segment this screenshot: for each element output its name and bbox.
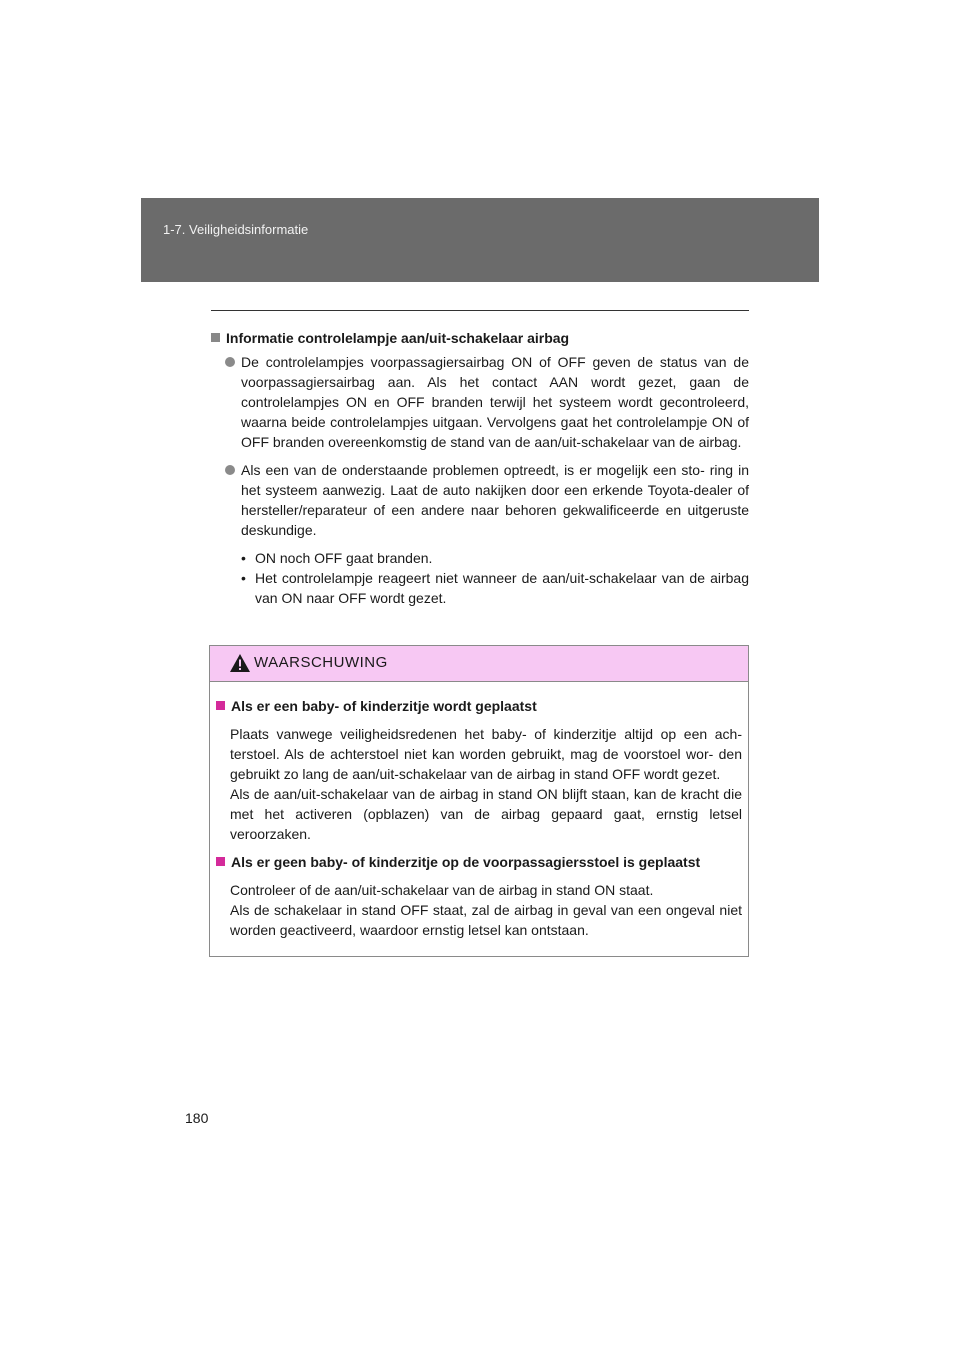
info-bullet-text: Als een van de onderstaande problemen optreedt, is er mogelijk een sto- ring in het systeem aanwezig. Laat de auto nakijken door een erkende Toyota-dealer of hersteller/reparateur of een andere naar behoren gekwalificeerde en uitgeruste deskundige. <box>241 462 749 538</box>
page-number: 180 <box>185 1110 209 1126</box>
warning-subheading <box>216 852 742 872</box>
warning-subheading-text: Als er geen baby- of kinderzitje op de voorpassagiersstoel is geplaatst <box>231 854 701 870</box>
info-section <box>211 328 749 608</box>
info-heading-text: Informatie controlelampje aan/uit-schakelaar airbag <box>226 330 570 346</box>
warning-header <box>210 646 748 682</box>
round-bullet-icon <box>225 465 235 475</box>
warning-paragraph <box>216 724 742 844</box>
warning-subheading-text: Als er een baby- of kinderzitje wordt geplaatst <box>231 698 537 714</box>
info-bullet <box>211 460 749 608</box>
section-title: 1-7. Veiligheidsinformatie <box>163 222 309 237</box>
small-bullet-icon: • <box>241 550 246 566</box>
warning-title: WAARSCHUWING <box>254 654 388 671</box>
info-heading <box>211 328 749 348</box>
square-bullet-icon <box>216 701 225 710</box>
sub-list-item-text: Het controlelampje reageert niet wanneer de aan/uit-schakelaar van de airbag van ON naar OFF wordt gezet. <box>255 570 749 606</box>
sub-list-item <box>241 568 749 608</box>
info-bullet <box>211 352 749 452</box>
sub-list-item-text: ON noch OFF gaat branden. <box>255 550 433 566</box>
warning-triangle-icon <box>229 653 251 673</box>
square-bullet-icon <box>216 857 225 866</box>
section-header-bar <box>141 198 819 282</box>
warning-text: Als de aan/uit-schakelaar van de airbag in stand ON blijft staan, kan de kracht die met het activeren (opblazen) van de airbag gepaard gaat, ernstig letsel veroorzaken. <box>230 786 742 842</box>
divider <box>211 310 749 311</box>
warning-text: Controleer of de aan/uit-schakelaar van de airbag in stand ON staat. <box>230 882 654 898</box>
warning-text: Plaats vanwege veiligheidsredenen het baby- of kinderzitje altijd op een ach- terstoel. Als de achterstoel niet kan worden gebruikt, mag de voorstoel wor- den gebruikt zo lang de aan/uit-schakelaar van de airbag in stand OFF wordt gezet. <box>230 726 742 782</box>
warning-box <box>209 645 749 957</box>
square-bullet-icon <box>211 333 220 342</box>
sub-list <box>241 548 749 608</box>
small-bullet-icon: • <box>241 570 246 586</box>
warning-paragraph <box>216 880 742 940</box>
warning-body <box>210 682 748 940</box>
round-bullet-icon <box>225 357 235 367</box>
info-bullet-text: De controlelampjes voorpassagiersairbag ON of OFF geven de status van de voorpassagiersairbag aan. Als het contact AAN wordt gezet, gaan de controlelampjes ON en OFF branden terwijl het systeem wordt gecontroleerd, waarna beide controlelampjes uitgaan. Vervolgens gaat het controlelampje ON of OFF branden overeenkomstig de stand van de aan/uit-schakelaar van de airbag. <box>241 354 749 450</box>
sub-list-item <box>241 548 749 568</box>
warning-text: Als de schakelaar in stand OFF staat, zal de airbag in geval van een ongeval niet worden geactiveerd, waardoor ernstig letsel kan ontstaan. <box>230 902 742 938</box>
warning-subheading <box>216 696 742 716</box>
